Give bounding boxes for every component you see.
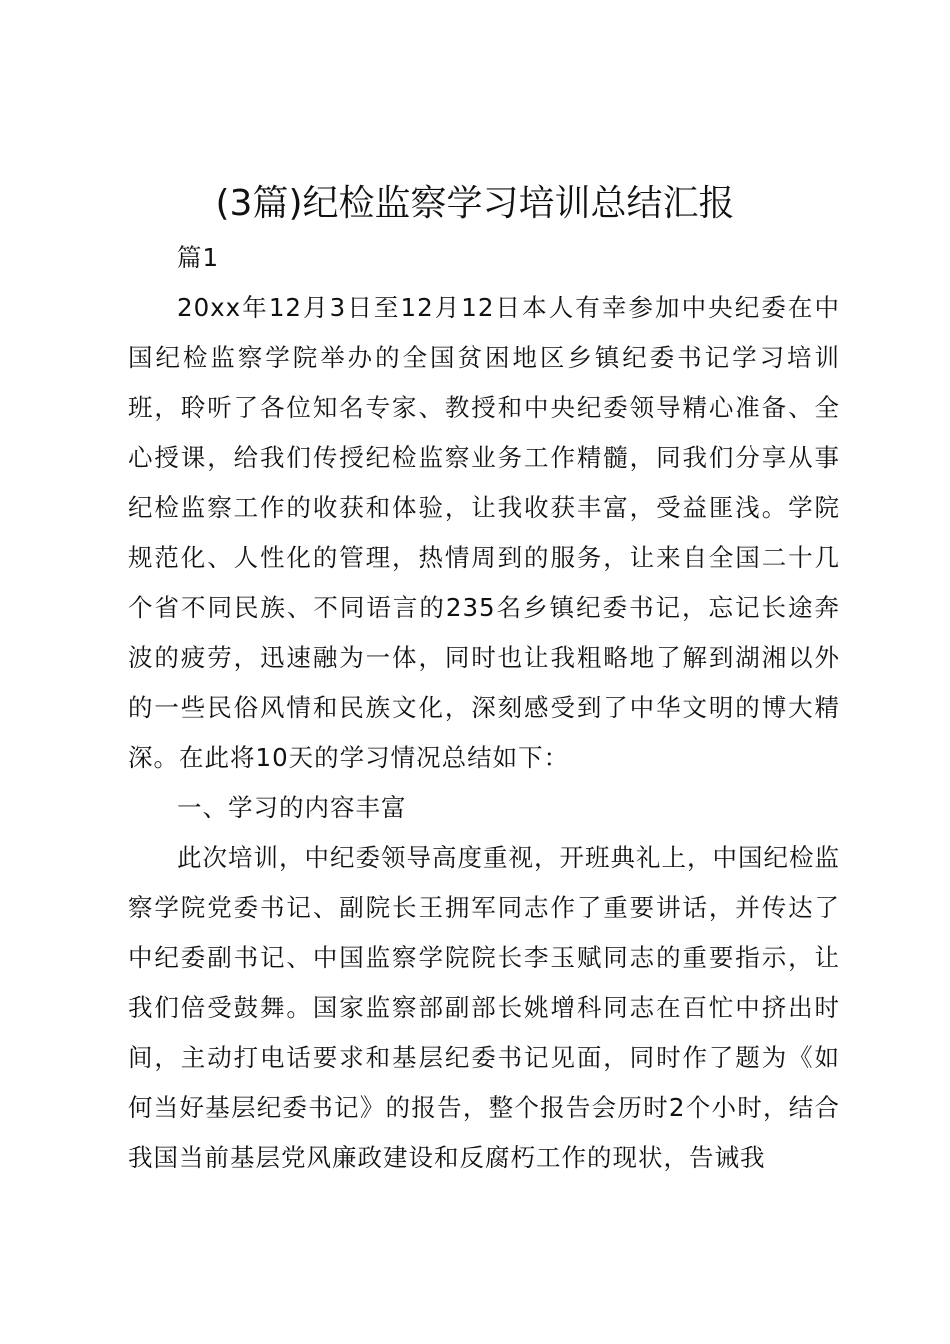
- paragraph: 20xx年12月3日至12月12日本人有幸参加中央纪委在中国纪检监察学院举办的全国贫困地区乡镇纪委书记学习培训班，聆听了各位知名专家、教授和中央纪委领导精心准备、全心授课，给我们传授纪检监察业务工作精髓，同我们分享从事纪检监察工作的收获和体验，让我收获丰富，受益匪浅。学院规范化、人性化的管理，热情周到的服务，让来自全国二十几个省不同民族、不同语言的235名乡镇纪委书记，忘记长途奔波的疲劳，迅速融为一体，同时也让我粗略地了解到湖湘以外的一些民俗风情和民族文化，深刻感受到了中华文明的博大精深。在此将10天的学习情况总结如下：: [128, 293, 840, 772]
- document-body: [128, 233, 840, 1183]
- document-title: (3篇)纪检监察学习培训总结汇报: [215, 183, 735, 224]
- section-heading: 一、学习的内容丰富: [177, 793, 407, 822]
- section-label: 篇1: [177, 243, 220, 272]
- paragraph: 此次培训，中纪委领导高度重视，开班典礼上，中国纪检监察学院党委书记、副院长王拥军同志作了重要讲话，并传达了中纪委副书记、中国监察学院院长李玉赋同志的重要指示，让我们倍受鼓舞。国家监察部副部长姚增科同志在百忙中挤出时间，主动打电话要求和基层纪委书记见面，同时作了题为《如何当好基层纪委书记》的报告，整个报告会历时2个小时，结合我国当前基层党风廉政建设和反腐朽工作的现状，告诫我: [128, 843, 840, 1172]
